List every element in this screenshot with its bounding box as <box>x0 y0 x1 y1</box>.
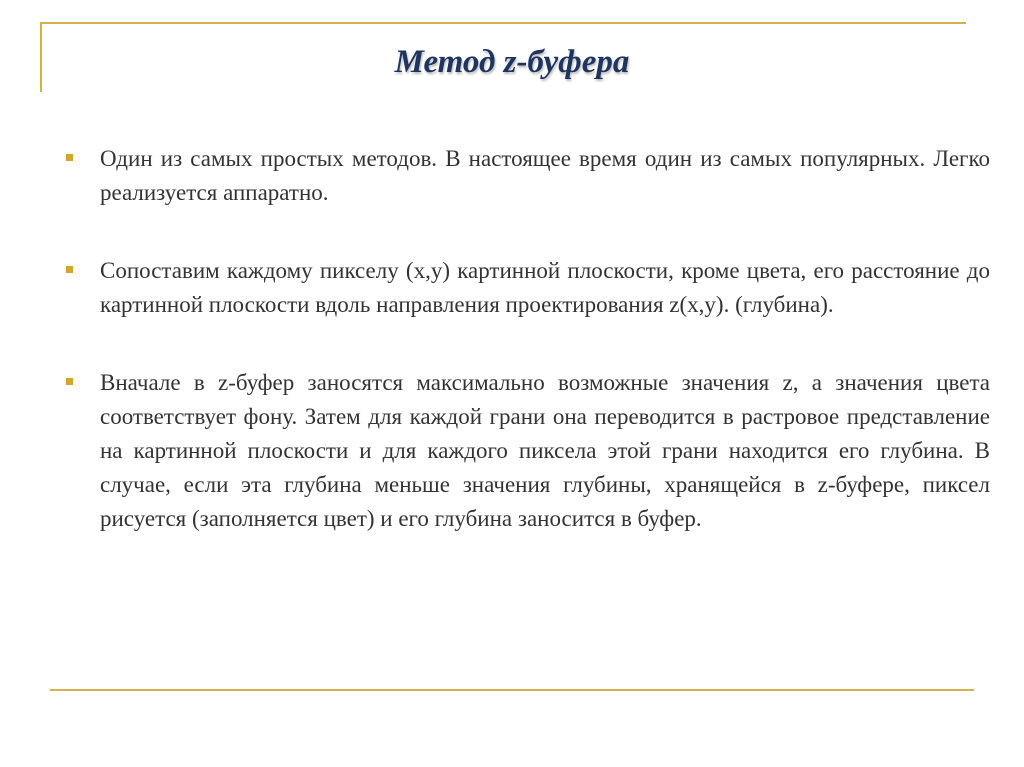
bottom-divider-line <box>50 689 974 691</box>
bullet-item <box>66 254 990 322</box>
square-bullet-icon <box>66 154 73 161</box>
bullet-text: Сопоставим каждому пикселу (x,y) картинной плоскости, кроме цвета, его расстояние до картинной плоскости вдоль направления проектирования z(x,y). (глубина). <box>100 258 990 317</box>
slide-title: Метод z-буфера <box>394 44 630 80</box>
bullet-text: Один из самых простых методов. В настоящее время один из самых популярных. Легко реализуется аппаратно. <box>100 146 990 205</box>
bullet-text: Вначале в z-буфер заносятся максимально возможные значения z, а значения цвета соответствует фону. Затем для каждой грани она переводится в растровое представление на картинной плоскости и для каждого пиксела этой грани находится его глубина. В случае, если эта глубина меньше значения глубины, хранящейся в z-буфере, пиксел рисуется (заполняется цвет) и его глубина заносится в буфер. <box>100 370 990 531</box>
square-bullet-icon <box>66 266 73 273</box>
bullet-item <box>66 142 990 210</box>
square-bullet-icon <box>66 378 73 385</box>
top-divider-line <box>40 22 966 24</box>
bullet-list <box>66 142 990 536</box>
bullet-item <box>66 366 990 536</box>
